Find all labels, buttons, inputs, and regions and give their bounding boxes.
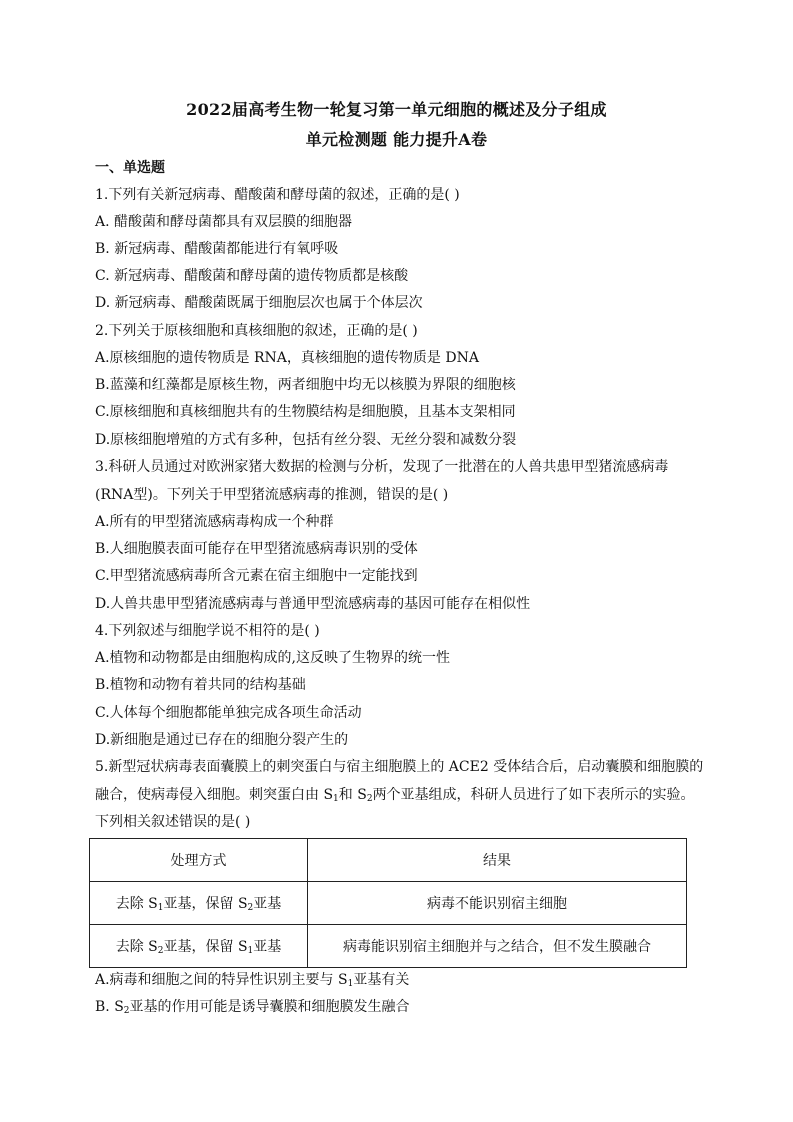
- question-5-stem-line3: 下列相关叙述错误的是( ): [95, 814, 251, 830]
- question-3-option-d: D.人兽共患甲型猪流感病毒与普通甲型流感病毒的基因可能存在相似性: [95, 596, 531, 612]
- table-row: [90, 925, 687, 968]
- table-cell-method: 去除 $S_2$亚基，保留 $S_1$亚基: [90, 925, 308, 968]
- question-5-option-b: B. $S_2$亚基的作用可能是诱导囊膜和细胞膜发生融合: [95, 999, 410, 1016]
- table-cell-result: 病毒能识别宿主细胞并与之结合，但不发生膜融合: [308, 925, 687, 968]
- question-2-stem: 2.下列关于原核细胞和真核细胞的叙述，正确的是( ): [95, 323, 418, 339]
- question-3-option-a: A.所有的甲型猪流感病毒构成一个种群: [95, 514, 334, 530]
- question-2-option-d: D.原核细胞增殖的方式有多种，包括有丝分裂、无丝分裂和减数分裂: [95, 432, 517, 448]
- question-2-option-b: B.蓝藻和红藻都是原核生物，两者细胞中均无以核膜为界限的细胞核: [95, 377, 516, 393]
- question-4-option-c: C.人体每个细胞都能单独完成各项生命活动: [95, 705, 362, 721]
- question-3-stem-line1: 3.科研人员通过对欧洲家猪大数据的检测与分析，发现了一批潜在的人兽共患甲型猪流感病毒: [95, 459, 669, 475]
- question-1-option-a: A. 醋酸菌和酵母菌都具有双层膜的细胞器: [95, 214, 353, 230]
- question-2-option-a: A.原核细胞的遗传物质是 RNA，真核细胞的遗传物质是 DNA: [95, 350, 479, 366]
- table-cell-result: 病毒不能识别宿主细胞: [308, 882, 687, 925]
- question-5-option-a: A.病毒和细胞之间的特异性识别主要与 $S_1$亚基有关: [95, 972, 410, 989]
- table-header-result: 结果: [308, 839, 687, 882]
- question-3-stem-line2: (RNA型)。下列关于甲型猪流感病毒的推测，错误的是( ): [95, 487, 449, 503]
- question-4-stem: 4.下列叙述与细胞学说不相符的是( ): [95, 623, 320, 639]
- question-3-option-c: C.甲型猪流感病毒所含元素在宿主细胞中一定能找到: [95, 568, 418, 584]
- table-header-method: 处理方式: [90, 839, 308, 882]
- experiment-table: [89, 838, 687, 968]
- question-1-option-b: B. 新冠病毒、醋酸菌都能进行有氧呼吸: [95, 241, 339, 257]
- table-row: [90, 882, 687, 925]
- question-4-option-a: A.植物和动物都是由细胞构成的,这反映了生物界的统一性: [95, 650, 451, 666]
- question-1-stem: 1.下列有关新冠病毒、醋酸菌和酵母菌的叙述，正确的是( ): [95, 187, 460, 203]
- document-title: 2022届高考生物一轮复习第一单元细胞的概述及分子组成: [186, 100, 607, 119]
- question-4-option-d: D.新细胞是通过已存在的细胞分裂产生的: [95, 732, 349, 748]
- table-cell-method: 去除 $S_1$亚基，保留 $S_2$亚基: [90, 882, 308, 925]
- table-header-row: [90, 839, 687, 882]
- question-2-option-c: C.原核细胞和真核细胞共有的生物膜结构是细胞膜，且基本支架相同: [95, 404, 516, 420]
- question-1-option-c: C. 新冠病毒、醋酸菌和酵母菌的遗传物质都是核酸: [95, 268, 409, 284]
- section-heading: 一、单选题: [95, 160, 165, 176]
- question-1-option-d: D. 新冠病毒、醋酸菌既属于细胞层次也属于个体层次: [95, 295, 423, 311]
- question-3-option-b: B.人细胞膜表面可能存在甲型猪流感病毒识别的受体: [95, 541, 418, 557]
- document-subtitle: 单元检测题 能力提升A卷: [305, 130, 488, 149]
- question-4-option-b: B.植物和动物有着共同的结构基础: [95, 677, 306, 693]
- question-5-stem-line2: 融合，使病毒侵入细胞。刺突蛋白由 $S_1$和 $S_2$两个亚基组成，科研人员进行了如下表所示的实验。: [95, 787, 695, 804]
- question-5-stem-line1: 5.新型冠状病毒表面囊膜上的刺突蛋白与宿主细胞膜上的 ACE2 受体结合后，启动囊膜和细胞膜的: [95, 759, 704, 775]
